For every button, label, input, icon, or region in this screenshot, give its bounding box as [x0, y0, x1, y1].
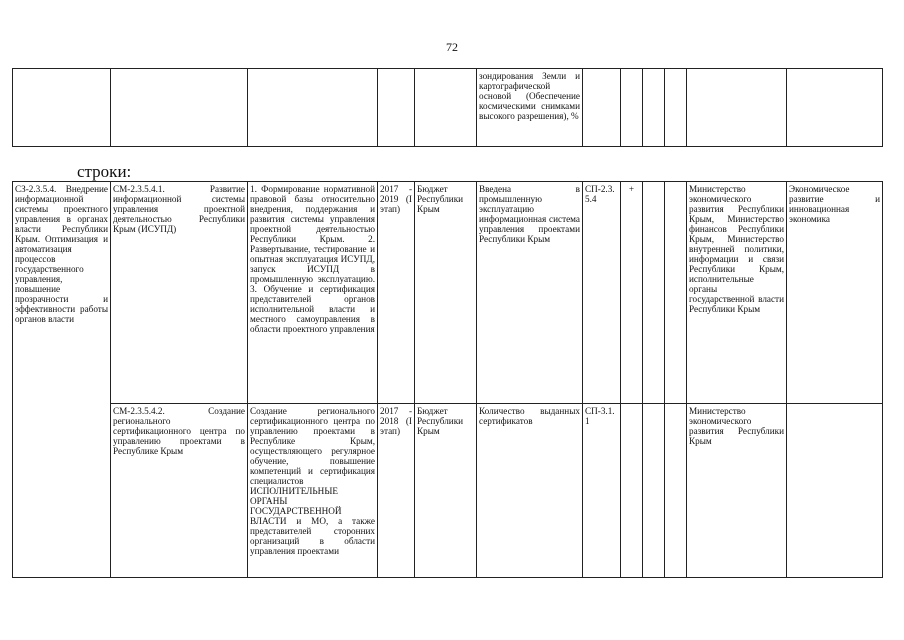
- empty-cell: [687, 69, 787, 147]
- period-cell: 2017 - 2018 (I этап): [378, 404, 415, 578]
- area-cell: Экономическое развитие и инновационная экономика: [787, 182, 883, 404]
- empty-cell: [643, 404, 665, 578]
- page-number: 72: [446, 40, 458, 54]
- measure-cell: СМ-2.3.5.4.1. Развитие информационной системы управления проектной деятельностью Республики Крым (ИСУПД): [111, 182, 248, 404]
- responsible-cell: Министерство экономического развития Республики Крым, Министерство финансов Республики Крым, Министерство внутренней политики, информации и связи Республики Крым, исполнительные органы государственной власти Республики Крым: [687, 182, 787, 404]
- empty-cell: [787, 69, 883, 147]
- continuation-table: [12, 68, 883, 147]
- empty-cell: [665, 182, 687, 404]
- actions-cell: Создание регионального сертификационного центра по управлению проектами в Республике Крым, осуществляющего регулярное обучение, повышение компетенций и сертификация специалистов ИСПОЛНИТЕЛЬНЫЕ ОРГАНЫ ГОСУДАРСТВЕННОЙ ВЛАСТИ и МО, а также представителей сторонних организаций в области управления проектами: [248, 404, 378, 578]
- table-row: [13, 182, 883, 404]
- result-cell: Введена в промышленную эксплуатацию информационная система управления проектами Республики Крым: [477, 182, 583, 404]
- area-cell: [787, 404, 883, 578]
- rows-caption: строки:: [77, 162, 132, 181]
- empty-cell: [583, 69, 621, 147]
- empty-cell: [621, 69, 643, 147]
- empty-cell: [415, 69, 477, 147]
- table-row: [13, 404, 883, 578]
- code-cell: СП-3.1.1: [583, 404, 621, 578]
- empty-cell: [665, 404, 687, 578]
- empty-cell: [13, 69, 111, 147]
- goal-cell: СЗ-2.3.5.4. Внедрение информационной системы проектного управления в органах власти Республики Крым. Оптимизация и автоматизация процессов государственного управления, повышение прозрачности и эффективности работы органов власти: [13, 182, 111, 578]
- source-cell: Бюджет Республики Крым: [415, 182, 477, 404]
- responsible-cell: Министерство экономического развития Республики Крым: [687, 404, 787, 578]
- indicator-cell: зондирования Земли и картографической основой (Обеспечение космическими снимками высокого разрешения), %: [477, 69, 583, 147]
- code-cell: СП-2.3.5.4: [583, 182, 621, 404]
- empty-cell: [665, 69, 687, 147]
- mark-cell: [621, 404, 643, 578]
- empty-cell: [111, 69, 248, 147]
- empty-cell: [643, 182, 665, 404]
- actions-cell: 1. Формирование нормативной правовой базы относительно внедрения, поддержания и развития системы управления проектной деятельностью Республики Крым. 2. Развертывание, тестирование и опытная эксплуатация ИСУПД, запуск ИСУПД в промышленную эксплуатацию. 3. Обучение и сертификация представителей органов исполнительной власти и местного самоуправления в области проектного управления: [248, 182, 378, 404]
- empty-cell: [248, 69, 378, 147]
- measures-table: [12, 181, 883, 578]
- result-cell: Количество выданных сертификатов: [477, 404, 583, 578]
- period-cell: 2017 - 2019 (I этап): [378, 182, 415, 404]
- measure-cell: СМ-2.3.5.4.2. Создание регионального сертификационного центра по управлению проектами в Республике Крым: [111, 404, 248, 578]
- empty-cell: [643, 69, 665, 147]
- mark-cell: +: [621, 182, 643, 404]
- source-cell: Бюджет Республики Крым: [415, 404, 477, 578]
- empty-cell: [378, 69, 415, 147]
